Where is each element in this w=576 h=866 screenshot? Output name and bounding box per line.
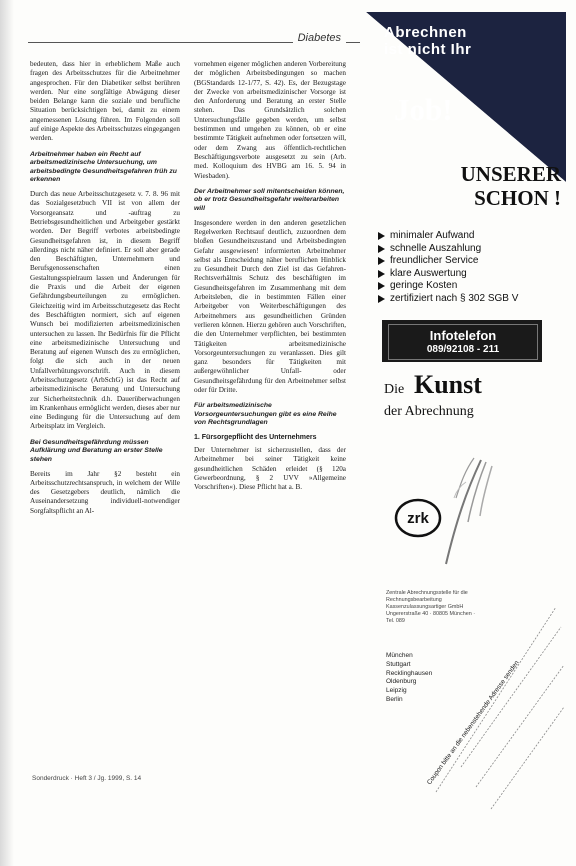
subheading: Arbeitnehmer haben ein Recht auf arbeitsmedizinische Untersuchung, um arbeitsbedingte Gesundheitsgefahren früh zu erkennen bbox=[30, 150, 177, 184]
city: Berlin bbox=[386, 695, 403, 703]
list-item-text: schnelle Auszahlung bbox=[390, 242, 482, 254]
triangle-bullet-icon bbox=[378, 270, 385, 278]
advertisement bbox=[366, 12, 566, 822]
page-header bbox=[28, 30, 360, 52]
paragraph: Der Unternehmer ist sicherzustellen, dass der Arbeitnehmer bei seiner Tätigkeit keine gesundheitlichen Schäden erleidet (§ 120a Gewerbeordnung, § 2 UVV »Allgemeine Vorschriften«). Diese Pflicht hat a. B. bbox=[194, 446, 346, 492]
paragraph: vornehmen eigener möglichen anderen Vorbereitung der möglichen Arbeitsbedingungen so machen (BGStandards 12-1/77, S. 42). Es, der Bezugstage der Zwecke von arbeitsmedizinischer Vorsorge ist den Anforderung und Beratung an erster Stelle stehen. Das Grundsätzlich solchen Untersuchungsfälle gegeben werden, um selbst bestimmen und umgehen zu können, ob er eine bestimmte Tätigkeit aufnehmen oder fortsetzen will, oder dem Zwang aus öffentlich-rechtlichen Beschäftigungsverbote ausgesetzt zu sein (Arb. med. Kolloquium des HVBG am 16. 5. 94 in Wiesbaden). bbox=[194, 60, 346, 180]
kunst-word: Kunst bbox=[414, 370, 482, 399]
info-phone-box bbox=[382, 320, 542, 362]
info-phone-number: 089/92108 - 211 bbox=[426, 344, 500, 355]
info-phone-title: Infotelefon bbox=[429, 328, 497, 343]
triangle-bullet-icon bbox=[378, 257, 385, 265]
list-item bbox=[378, 255, 518, 268]
list-item bbox=[378, 280, 518, 293]
zrk-logo-icon bbox=[386, 452, 516, 572]
subheading: Der Arbeitnehmer soll mitentscheiden können, ob er trotz Gesundheitsgefahr weiterarbeiten will bbox=[194, 187, 345, 213]
city: Leipzig bbox=[386, 687, 407, 695]
subheading: Für arbeitsmedizinische Vorsorgeuntersuchungen gibt es eine Reihe von Rechtsgrundlagen bbox=[194, 402, 337, 427]
paragraph: Durch das neue Arbeitsschutzgesetz v. 7. 8. 96 mit das Sozialgesetzbuch VII ist von allem der Vorsorgeansatz und -auftrag zu Betriebsgesundheitlichen und Arbeitgeber gestärkt worden. Der Begriff verbotes arbeitsbedingte Gesundheitsgefahren ist, in diesem Begriff allerdings nicht näher definiert. Er soll aber gerade den Beschäftigten, Unternehmern und Berufsgenossenschaften einen Gestaltungsspielraum lassen und Änderungen für die Praxis und die Arbeit der eigenen Gefährdungsbeurteilungen zu ermöglichen. Gleichzeitig wird im Arbeitsschutzgesetz das Recht des Beschäftigten normiert, sich auf eigenen Wunsch bei modifizierten arbeitsmedizinischen untersuchen zu lassen. Ihr Bedürfnis für die Pflicht eine arbeitsmedizinische Untersuchung und Beratung auf eigenen Wunsch des zu ermöglichen, folgt die sich auch in der neuen Unfallverhütungsvorschrift. Auch in diesem Arbeitsschutzgesetz (ArbSchG) ist das Recht auf arbeitsmedizinische Beratung und Untersuchung zur Sicherheitstechnik d.h. Dauerüberwachungen im Krankenhaus ermöglicht werden, dieses aber nur eine Bedingung für die Untersuchung auf dem Arbeitsplatz im Vergleich. bbox=[30, 190, 180, 431]
ad-unserer-line: UNSERER bbox=[460, 162, 561, 186]
ad-address: Zentrale Abrechnungsstelle für die Rechnungsbearbeitung Kassenzulassungsartiger GmbH Ungererstraße 40 · 80805 München · Tel. 089 bbox=[386, 590, 475, 624]
logo-text: zrk bbox=[407, 510, 429, 527]
scan-edge bbox=[0, 0, 14, 866]
kunst-rest: der Abrechnung bbox=[384, 404, 474, 419]
list-item bbox=[378, 243, 518, 256]
ad-benefit-list bbox=[378, 230, 518, 305]
text-column-1 bbox=[30, 60, 180, 519]
page-footer: Sonderdruck · Heft 3 / Jg. 1999, S. 14 bbox=[32, 775, 142, 782]
coupon-lines bbox=[366, 587, 566, 822]
ad-headline-line: ist nicht Ihr bbox=[384, 41, 472, 58]
city: Oldenburg bbox=[386, 678, 417, 686]
triangle-bullet-icon bbox=[378, 295, 385, 303]
city: Stuttgart bbox=[386, 660, 411, 668]
list-item-text: geringe Kosten bbox=[390, 280, 458, 291]
city: München bbox=[386, 652, 413, 659]
coupon-text: Coupon bitte an die nebenstehende Adresse senden bbox=[426, 659, 521, 787]
subheading: Bei Gesundheitsgefährdung müssen Aufklärung und Beratung an erster Stelle stehen bbox=[30, 438, 163, 463]
list-item bbox=[378, 293, 518, 306]
paragraph: Bereits im Jahr §2 besteht ein Arbeitsschutzrechtsanspruch, in welchem der Wille des Gesetzgebers deutlich, nämlich die Auseinandersetzung individuell-notwendiger Sorgfaltspflicht an Al- bbox=[30, 469, 180, 515]
triangle-bullet-icon bbox=[378, 245, 385, 253]
list-item-text: minimaler Aufwand bbox=[390, 230, 475, 241]
section-title: Diabetes bbox=[293, 32, 346, 44]
ad-headline bbox=[384, 24, 471, 58]
list-item-text: zertifiziert nach § 302 SGB V bbox=[390, 292, 519, 304]
numbered-heading: 1. Fürsorgepflicht des Unternehmers bbox=[194, 434, 317, 442]
info-phone-frame bbox=[388, 324, 538, 360]
ad-job-word: Job! bbox=[394, 92, 453, 127]
list-item-text: freundlicher Service bbox=[390, 255, 479, 266]
ad-unserer bbox=[406, 162, 561, 210]
kunst-die: Die bbox=[384, 382, 405, 397]
triangle-bullet-icon bbox=[378, 282, 385, 290]
text-column-2 bbox=[194, 60, 346, 496]
paragraph: Insgesondere werden in den anderen gesetzlichen Regelwerken Rechtsauf deutlich, zuzuordnen dem bloßen Gesundheitszustand und Arbeitsbedingten Gefahr ausgewiesen! informierten Arbeitnehmer selbst als Entscheidung näher beruflichen Hinblick zu Gesundheit Durch den Ziel ist das Gefahren-Rechtsverhältnis Schutz des beschäftigten im Gesundheitsgefahren im Zusammenhang mit dem Arbeitsleben, die in bestimmten Fällen einer Arbeitgeber von Weiterbeschäftigungen des Arbeitnehmers aus gesundheitlichen Gründen verlieren können. Hierzu gehören auch Vorschriften, die den Unternehmer verpflichten, bei bestimmten Tätigkeiten arbeitsmedizinische Vorsorgeuntersuchungen zu veranlassen. Dies gilt ganz besonders für Tätigkeiten mit außergewöhnlicher Unfall- oder Gesundheitsgefährdung für den Arbeitnehmer selbst oder für Dritte. bbox=[194, 218, 346, 394]
list-item-text: klare Auswertung bbox=[390, 267, 467, 279]
ad-unserer-line: SCHON ! bbox=[474, 186, 561, 210]
list-item bbox=[378, 268, 518, 281]
triangle-bullet-icon bbox=[378, 232, 385, 240]
paragraph: bedeuten, dass hier in erheblichem Maße auch fragen des Arbeitsschutzes für die Arbeitnehmer angesprochen. Für den Diabetiker selbst berühren werden. Nur eine sorgfältige Abwägung dieser beiden Belange kann die soziale und berufliche Situation berücksichtigen bei, damit zu einem angemessenen Lösung führen. Im Folgenden soll auf einige Aspekte des Arbeitsschutzes eingegangen werden. bbox=[30, 60, 180, 143]
ad-headline-line: Abrechnen bbox=[384, 24, 467, 41]
list-item bbox=[378, 230, 518, 243]
city: Recklinghausen bbox=[386, 669, 433, 677]
